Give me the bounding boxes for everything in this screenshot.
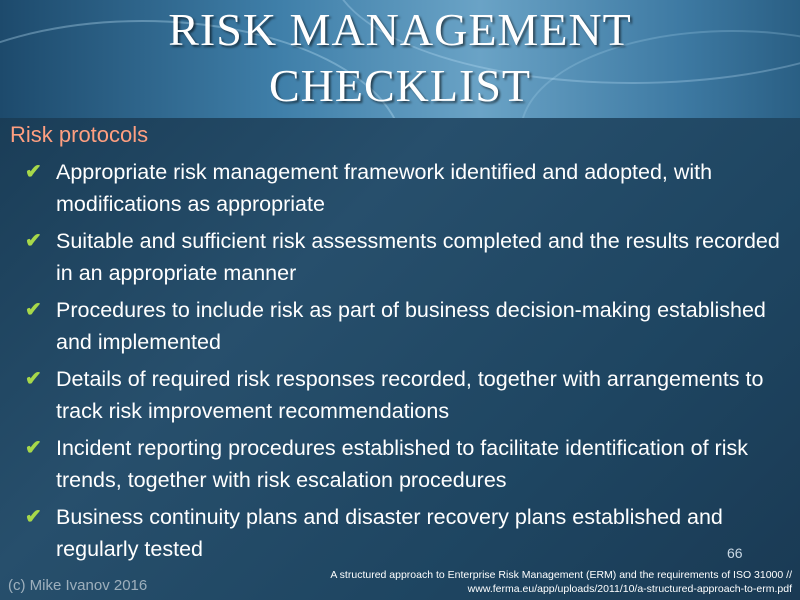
slide-title-line2: CHECKLIST xyxy=(269,60,531,111)
checklist-item xyxy=(25,294,785,358)
checklist-item xyxy=(25,501,785,565)
checkmark-icon: ✔ xyxy=(25,506,42,528)
citation-link[interactable]: www.ferma.eu/app/uploads/2011/10/a-structured-approach-to-erm.pdf xyxy=(467,583,792,595)
slide-title-line1: RISK MANAGEMENT xyxy=(168,4,632,55)
checklist xyxy=(25,156,785,570)
checklist-item-text: Details of required risk responses recorded, together with arrangements to track risk improvement recommendations xyxy=(56,367,764,423)
citation-line1: A structured approach to Enterprise Risk Management (ERM) and the requirements of ISO 31000 // xyxy=(330,569,792,581)
checklist-item-text: Incident reporting procedures established to facilitate identification of risk trends, together with risk escalation procedures xyxy=(56,436,748,492)
page-number: 66 xyxy=(727,545,743,561)
checklist-item xyxy=(25,432,785,496)
source-citation xyxy=(272,568,792,596)
slide-title xyxy=(0,2,800,114)
checklist-item-text: Business continuity plans and disaster recovery plans established and regularly tested xyxy=(56,505,723,561)
title-banner xyxy=(0,0,800,118)
checklist-item xyxy=(25,156,785,220)
copyright-watermark: (c) Mike Ivanov 2016 xyxy=(8,577,148,594)
checkmark-icon: ✔ xyxy=(25,161,42,183)
checkmark-icon: ✔ xyxy=(25,299,42,321)
checkmark-icon: ✔ xyxy=(25,230,42,252)
checkmark-icon: ✔ xyxy=(25,368,42,390)
checkmark-icon: ✔ xyxy=(25,437,42,459)
checklist-item-text: Appropriate risk management framework identified and adopted, with modifications as appropriate xyxy=(56,160,713,216)
checklist-item xyxy=(25,225,785,289)
section-heading: Risk protocols xyxy=(10,122,149,147)
checklist-item xyxy=(25,363,785,427)
checklist-item-text: Suitable and sufficient risk assessments completed and the results recorded in an appropriate manner xyxy=(56,229,780,285)
checklist-item-text: Procedures to include risk as part of business decision-making established and implemented xyxy=(56,298,766,354)
